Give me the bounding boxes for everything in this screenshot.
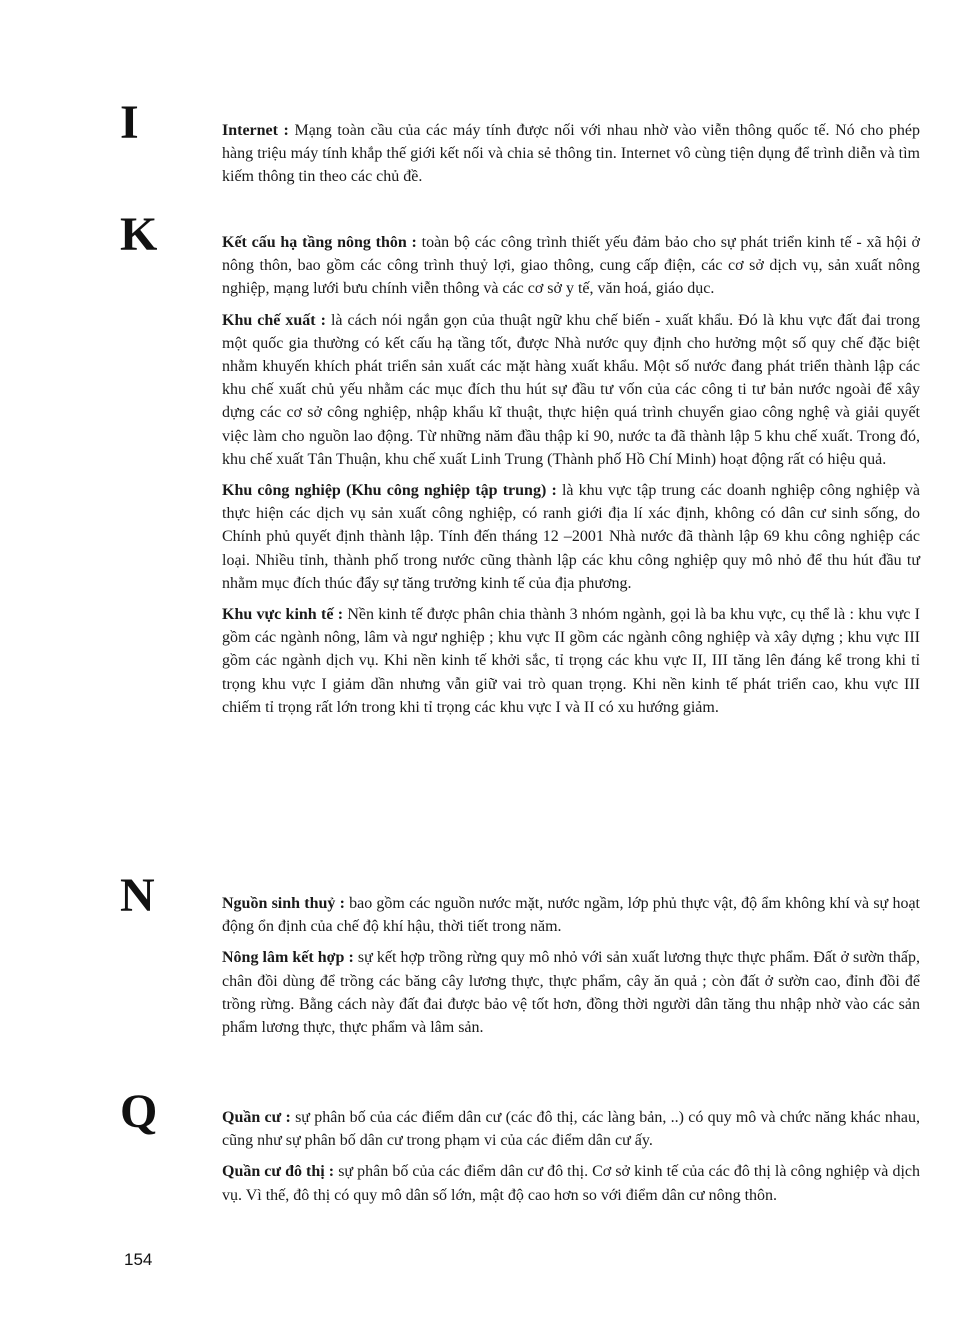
section-letter-k: K — [120, 208, 158, 261]
term: Quần cư đô thị : — [222, 1163, 335, 1181]
section-letter-q: Q — [120, 1085, 158, 1138]
section-n — [222, 892, 920, 1047]
section-k — [222, 231, 920, 727]
term: Khu vực kinh tế : — [222, 606, 344, 624]
term: Khu công nghiệp (Khu công nghiệp tập trung) : — [222, 482, 557, 500]
definition: sự phân bố của các điểm dân cư đô thị. Cơ sở kinh tế của các đô thị là công nghiệp và dịch vụ. Vì thế, đô thị có quy mô dân số lớn, mật độ cao hơn so với điểm dân cư nông thôn. — [222, 1163, 921, 1204]
glossary-entry-quan-cu — [222, 1106, 920, 1152]
glossary-entry-khu-vuc-kinh-te — [222, 603, 920, 719]
definition: là cách nói ngắn gọn của thuật ngữ khu chế biến - xuất khẩu. Đó là khu vực đất đai trong một quốc gia thường có kết cấu hạ tầng tốt, được Nhà nước quy định cho hưởng một số quy chế đặc biệt nhằm khuyến khích phát triển sản xuất các mặt hàng xuất khẩu. Một số nước đang phát triển thành lập các khu chế xuất chủ yếu nhằm các mục đích thu hút sự đầu tư vốn của các công ti tư bản nước ngoài để xây dựng các cơ sở công nghiệp, nhập khẩu kĩ thuật, thực hiện quá trình chuyển giao công nghệ và giải quyết việc làm cho nguồn lao động. Từ những năm đầu thập kỉ 90, nước ta đã thành lập 5 khu chế xuất. Trong đó, khu chế xuất Tân Thuận, khu chế xuất Linh Trung (Thành phố Hồ Chí Minh) hoạt động rất có hiệu quả. — [222, 311, 921, 468]
glossary-entry-nong-lam-ket-hop — [222, 946, 920, 1039]
glossary-entry-nguon-sinh-thuy — [222, 892, 920, 938]
glossary-entry-quan-cu-do-thi — [222, 1160, 920, 1206]
definition: sự phân bố của các điểm dân cư (các đô thị, các làng bản, ..) có quy mô và chức năng khác nhau, cũng như sự phân bố dân cư trong phạm vi của các điểm dân cư ấy. — [222, 1109, 921, 1150]
term: Khu chế xuất : — [222, 311, 326, 329]
section-letter-i: I — [120, 96, 139, 149]
definition: Mạng toàn cầu của các máy tính được nối với nhau nhờ vào viễn thông quốc tế. Nó cho phép hàng triệu máy tính khắp thế giới kết nối và chia sẻ thông tin. Internet vô cùng tiện dụng để trình diễn và tìm kiếm thông tin theo các chủ đề. — [222, 122, 921, 186]
definition: Nền kinh tế được phân chia thành 3 nhóm ngành, gọi là ba khu vực, cụ thể là : khu vực I gồm các ngành nông, lâm và ngư nghiệp ; khu vực II gồm các ngành công nghiệp và xây dựng ; khu vực III gồm các ngành dịch vụ. Khi nền kinh tế khởi sắc, tỉ trọng các khu vực II, III tăng lên đáng kể trong khi tỉ trọng khu vực I giảm dần nhưng vẫn giữ vai trò quan trọng. Khi nền kinh tế phát triển cao, khu vực III chiếm tỉ trọng rất lớn trong khi tỉ trọng các khu vực I và II có xu hướng giảm. — [222, 606, 920, 716]
glossary-entry-khu-che-xuat — [222, 309, 920, 471]
term: Nguồn sinh thuỷ : — [222, 895, 345, 912]
definition: sự kết hợp trồng rừng quy mô nhỏ với sản xuất lương thực thực phẩm. Đất ở sườn thấp, chân đồi dùng để trồng các băng cây lương thực, thực phẩm, cây ăn quả ; còn đất ở sườn cao, đỉnh đồi để trồng rừng. Bằng cách này đất đai được bảo vệ tốt hơn, đồng thời người dân tăng thu nhập nhờ vào các sản phẩm lương thực, thực phẩm và lâm sản. — [222, 949, 921, 1037]
term: Nông lâm kết hợp : — [222, 949, 354, 967]
definition: là khu vực tập trung các doanh nghiệp công nghiệp và thực hiện các dịch vụ sản xuất công nghiệp, có ranh giới địa lí xác định, không có dân cư sinh sống, do Chính phủ quyết định thành lập. Tính đến tháng 12 –2001 Nhà nước đã thành lập 69 khu công nghiệp các loại. Nhiều tỉnh, thành phố trong nước cũng thành lập các khu công nghiệp quy mô nhỏ để thu hút đầu tư nhằm mục đích thúc đẩy sự tăng trưởng kinh tế của địa phương. — [222, 482, 921, 592]
section-letter-n: N — [120, 869, 155, 922]
section-i — [222, 119, 920, 197]
term: Internet : — [222, 122, 289, 139]
page-number: 154 — [124, 1250, 153, 1269]
term: Kết cấu hạ tầng nông thôn : — [222, 234, 417, 251]
glossary-entry-ket-cau-ha-tang — [222, 231, 920, 301]
definition: toàn bộ các công trình thiết yếu đảm bảo cho sự phát triển kinh tế - xã hội ở nông thôn, bao gồm các công trình thuỷ lợi, giao thông, cung cấp điện, các cơ sở dịch vụ, sản xuất nông nghiệp, mạng lưới bưu chính viễn thông và các cơ sở y tế, văn hoá, giáo dục. — [222, 234, 920, 298]
term: Quần cư : — [222, 1109, 291, 1126]
section-q — [222, 1106, 920, 1215]
glossary-entry-internet — [222, 119, 920, 189]
glossary-entry-khu-cong-nghiep — [222, 479, 920, 595]
definition: bao gồm các nguồn nước mặt, nước ngầm, lớp phủ thực vật, độ ẩm không khí và sự hoạt động ổn định của chế độ khí hậu, thời tiết trong năm. — [222, 895, 920, 936]
